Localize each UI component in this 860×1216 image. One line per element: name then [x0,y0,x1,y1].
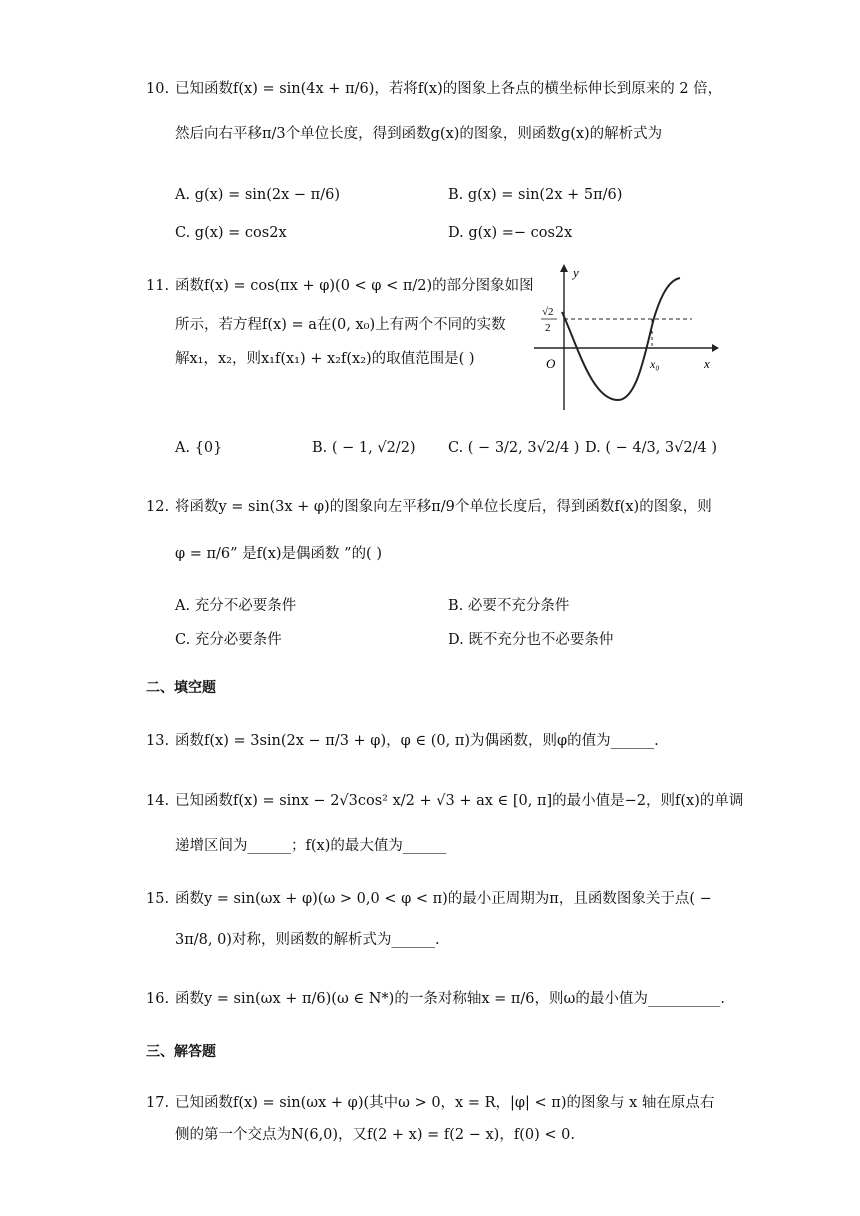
option-d: D. 既不充分也不必要条仲 [448,632,614,648]
section-heading-fill: 二、填空题 [146,680,216,696]
y-mark-denominator: 2 [545,322,551,334]
option-b: B. 必要不充分条件 [448,598,570,614]
option-c: C. ( − 3/2, 3√2/4 ) [448,440,580,456]
cosine-curve [562,278,680,400]
x-label: x [704,356,710,371]
option-a: A. 充分不必要条件 [175,598,297,614]
x-axis-arrow-icon [712,344,719,352]
question-number: 16. [146,991,170,1007]
question-text-line: 3π/8, 0)对称，则函数的解析式为______. [175,932,440,948]
question-number: 11. [146,278,170,294]
question-number: 15. [146,891,170,907]
option-d: D. g(x) =− cos2x [448,225,573,241]
function-graph [530,262,720,414]
y-axis-arrow-icon [560,264,568,272]
question-text-line: 函数y = sin(ωx + π/6)(ω ∈ N*)的一条对称轴x = π/6，则ω的最小值为__________. [175,991,725,1007]
question-number: 17. [146,1095,170,1111]
question-text-line: 递增区间为______；f(x)的最大值为______ [175,838,447,854]
origin-label: O [546,356,556,371]
question-number: 10. [146,81,170,97]
option-a: A. {0} [175,440,223,456]
section-heading-answer: 三、解答题 [146,1044,216,1060]
question-text-line: 函数f(x) = cos(πx + φ)(0 < φ < π/2)的部分图象如图 [175,278,534,294]
option-a: A. g(x) = sin(2x − π/6) [175,187,340,203]
question-text-line: 解x₁，x₂，则x₁f(x₁) + x₂f(x₂)的取值范围是( ) [175,351,475,367]
question-number: 12. [146,499,170,515]
question-text-line: 函数y = sin(ωx + φ)(ω > 0,0 < φ < π)的最小正周期为π，且函数图象关于点( − [175,891,712,907]
option-c: C. 充分必要条件 [175,632,282,648]
question-number: 14. [146,793,170,809]
option-d: D. ( − 4/3, 3√2/4 ) [585,440,717,456]
question-text-line: φ = π/6” 是f(x)是偶函数 ”的( ) [175,546,382,562]
question-text-line: 所示，若方程f(x) = a在(0, x₀)上有两个不同的实数 [175,317,506,333]
question-text-line: 函数f(x) = 3sin(2x − π/3 + φ)，φ ∈ (0, π)为偶函数，则φ的值为______. [175,733,659,749]
question-text-line: 侧的第一个交点为N(6,0)，又f(2 + x) = f(2 − x)，f(0) < 0. [175,1127,575,1143]
question-text-line: 然后向右平移π/3个单位长度，得到函数g(x)的图象，则函数g(x)的解析式为 [175,126,663,142]
question-number: 13. [146,733,170,749]
y-mark-numerator: √2 [542,306,554,318]
question-text-line: 已知函数f(x) = sin(4x + π/6)，若将f(x)的图象上各点的横坐标伸长到原来的 2 倍， [175,81,723,97]
question-text-line: 已知函数f(x) = sinx − 2√3cos² x/2 + √3 + ax ∈ [0, π]的最小值是−2，则f(x)的单调 [175,793,744,809]
option-b: B. g(x) = sin(2x + 5π/6) [448,187,623,203]
y-label: y [573,265,579,280]
x0-label: x₀ [650,357,660,371]
question-text-line: 已知函数f(x) = sin(ωx + φ)(其中ω > 0，x = R，|φ| < π)的图象与 x 轴在原点右 [175,1095,715,1111]
option-b: B. ( − 1, √2/2) [312,440,416,456]
option-c: C. g(x) = cos2x [175,225,287,241]
question-text-line: 将函数y = sin(3x + φ)的图象向左平移π/9个单位长度后，得到函数f(x)的图象，则 [175,499,712,515]
